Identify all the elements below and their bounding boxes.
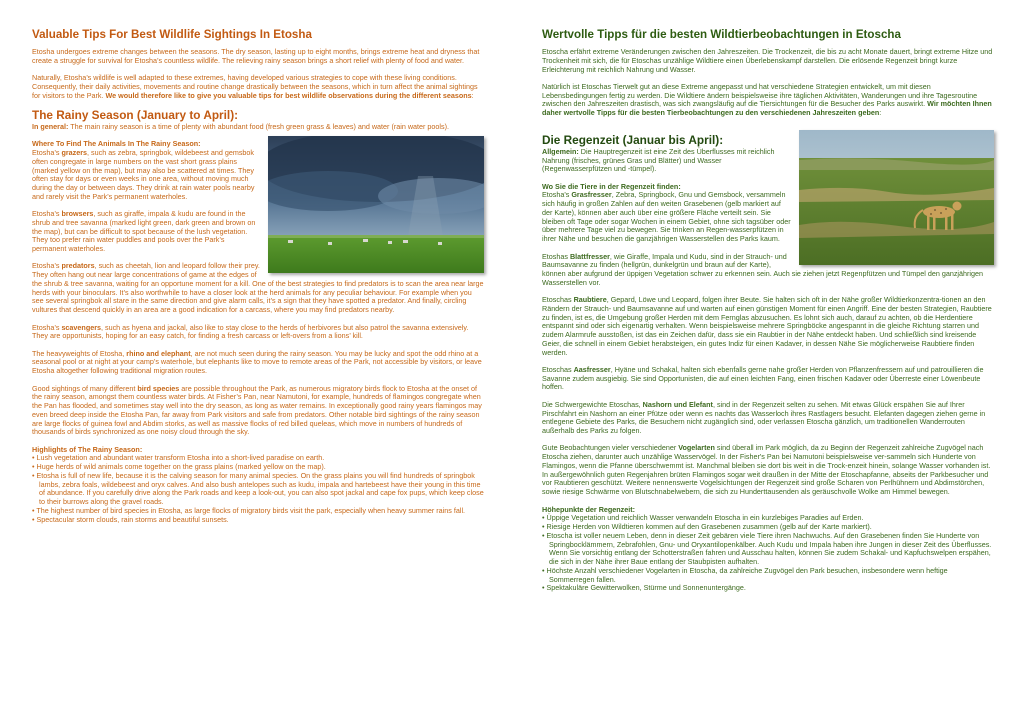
storm-photo-image: [268, 136, 484, 273]
list-item: • Lush vegetation and abundant water transform Etosha into a short-lived paradise on earth.: [32, 454, 484, 463]
heavyweights-paragraph-de: Die Schwergewichte Etoschas, Nashorn und Elefant, sind in der Regenzeit selten zu sehen. Mit etwas Glück erspähen Sie auf Ihrer Pirschfahrt ein Nashorn an einer Pfütze oder wenn es nachts das Wasserloch ihres Rastlagers besucht. Elefanten dagegen ziehen gerne in entlegene Gebiete des Parks, die Besuchern nicht zugänglich sind, oder verlassen Etoscha gänzlich, um traditionellen Wanderrouten außerhalb des Parks zu folgen.: [542, 399, 986, 436]
scavengers-paragraph: Etosha’s scavengers, such as hyena and jackal, also like to stay close to the herds of herbivores but also patrol the savanna extensively. They are opportunists, hoping for an easy catch, for finding a fresh carcass or left-overs from a lions’ kill.: [32, 322, 469, 341]
list-item: • Höchste Anzahl verschiedener Vogelarten in Etoscha, da zahlreiche Zugvögel den Park besuchen, insbesondere wenn heftige Sommerregen fallen.: [542, 567, 994, 585]
season-heading-de: Die Regenzeit (Januar bis April):: [542, 132, 724, 147]
list-item: • Üppige Vegetation und reichlich Wasser verwandeln Etoscha in ein kurzlebiges Paradies auf Erden.: [542, 514, 994, 523]
birds-paragraph: Good sightings of many different bird species are possible throughout the Park, as numerous migratory birds flock to Etosha at the onset of the rainy season, amongst them countless water birds. At Fisher’s Pan, near Namutoni, for example, hundreds of flamingos congregate when the Pan has flooded, and sometimes stay well into the dry season, as long as water remains. In exceptionally good rainy years flamingos may even breed deep inside the Etosha Pan, far away from Park visitors and safe from predators. Other notable bird sightings of the rainy season are large flocks of guinea fowl and Abdim storks, as well as massive flocks of red billed queleas, which move in numbers of hundreds of thousands of birds synchronized as one noisy cloud through the sky.: [32, 383, 482, 437]
list-item: • The highest number of bird species in Etosha, as large flocks of migratory birds visit the park, especially when heavy summer rains fall.: [32, 507, 484, 516]
predators-paragraph-de: Etoschas Raubtiere, Gepard, Löwe und Leopard, folgen ihrer Beute. Sie halten sich oft in der Nähe großer Wildtierkonzentra-tionen an den Rändern der Strauch- und Baumsavanne auf und warten auf einen günstigen Moment für einen Angriff. Eine der besten Strategien, Raubtiere zu finden, ist es, die Umgebung großer Herden mit dem Fernglas abzusuchen. Es lohnt sich auch, darauf zu achten, ob die Herdentiere entspannt sind oder sich eigenartig verhalten. Wenn beispielsweise mehrere Springböcke angespannt in die gleiche Richtung starren und zudem Alarmrufe ausstoßen, ist das ein Zeichen dafür, dass sie ein Raubtier in der Nähe entdeckt haben. Und schließlich sind kreisende Geier, die schnell in einem Gebiet herabsteigen, ein gutes Indiz für einen Kadaver, in dessen Nähe Sie möglicherweise Raubtiere finden werden.: [542, 295, 992, 357]
highlights-list: [32, 454, 484, 524]
where-paragraph-de: Wo Sie die Tiere in der Regenzeit finden: Etosha's Grasfresser, Zebra, Springbock, Gnu und Gemsbock, versammeln sich häufig in großen Zahlen auf den weiten Grasebenen (gelb markiert auf der Karte), können aber auch über eine größere Fläche verteilt sein. Sie bleiben oft Tage oder sogar Wochen in einem Gebiet, ohne sich tagsüber oder über mehrere Tage viel zu bewegen. Sie trinken an Regen-wasserpfützen in ihrer Nähe und besuchen die ganzjährigen Wasserstellen des Parks kaum.: [542, 181, 791, 244]
intro-paragraph: Etosha undergoes extreme changes between the seasons. The dry season, lasting up to eight months, brings extreme heat and dryness that create a struggle for survival for Etosha’s countless wildlife. The relieving rainy season brings a short relief with plenty of food and water.: [32, 47, 480, 65]
general-paragraph: In general: The main rainy season is a time of plenty with abundant food (fresh green grass & leaves) and water (rain water pools).: [32, 121, 449, 131]
where-paragraph: Where To Find The Animals In The Rainy Season: Etosha’s grazers, such as zebra, springbok, wildebeest and gemsbok often congregate in large numbers on the vast short grass plains (marked yellow on the map), but may also be scattered at times. They often stay for days or even weeks in one area, without moving much during the day or between days. They drink at rain water pools nearby and rarely visit the Park’s permanent waterholes.: [32, 139, 255, 201]
predators-paragraph: Etosha’s predators, such as cheetah, lion and leopard follow their prey. They often hang out near large concentrations of game at the edges of the shrub & tree savanna, waiting for an opportune moment for a kill. One of the best strategies to find predators is to scan the area near large herds with your binoculars. It’s also worthwhile to have a closer look at the herd animals for any peculiar behaviour. For example when you see several springbok all stare in the same direction and give alarm calls, it’s a sign that they have spotted a predator. And finally, circling vultures that descend quickly in an area are a good indication for a carcass, where you may find predators nearby.: [32, 261, 484, 315]
highlights-list-de: [542, 514, 994, 593]
scavengers-paragraph-de: Etoschas Aasfresser, Hyäne und Schakal, halten sich ebenfalls gerne nahe großer Herden von Pflanzenfressern auf und patrouillieren die Savanne zudem ausgiebig. Sie sind Opportunisten, die auf einen leichten Fang, einen frischen Kadaver oder Überreste einer Löwenbeute hoffen.: [542, 364, 984, 392]
cheetah-photo-image: [799, 130, 994, 265]
list-item: • Huge herds of wild animals come together on the grass plains (marked yellow on the map).: [32, 463, 484, 472]
intro-paragraph-de: Etoscha erfährt extreme Veränderungen zwischen den Jahreszeiten. Die Trockenzeit, die bis zu acht Monate dauert, bringt extreme Hitze und Trockenheit mit sich, die für Etoschas unzählige Wildtiere einen Überlebenskampf darstellen. Die erlösende Regenzeit bringt kurze Erleichterung mit reichlich Nahrung und Wasser.: [542, 47, 993, 74]
german-column: [542, 28, 994, 593]
storm-plains-photo: [268, 136, 484, 273]
page-title-de: Wertvolle Tipps für die besten Wildtierbeobachtungen in Etoscha: [542, 28, 901, 41]
list-item: • Spectacular storm clouds, rain storms and beautiful sunsets.: [32, 516, 484, 525]
season-heading: The Rainy Season (January to April):: [32, 107, 239, 122]
list-item: • Etosha is full of new life, because it is the calving season for many animal species. On the grass plains you will find hundreds of springbok lambs, zebra foals, wildebeest and oryx calves. And also bush antelopes such as kudu, impala and hartebeest have their young in this time of abundance. If you carefully drive along the Park roads and keep a look-out, you can also spot jackal and cape fox pups, which keep close to their burrows along the gravel roads.: [32, 472, 484, 507]
general-paragraph-de: Allgemein: Die Hauptregenzeit ist eine Zeit des Überflusses mit reichlich Nahrung (frisches, grünes Gras und Blätter) und Wasser (Regenwasserpfützen und -tümpel).: [542, 146, 775, 174]
list-item: • Etoscha ist voller neuem Leben, denn in dieser Zeit gebären viele Tiere ihren Nachwuchs. Auf den Grasebenen finden Sie Hunderte von Springbocklämmern, Zebrafohlen, Gnu- und Oryxantilopenkälber. Auch Kudu und Impala haben ihre Jungen in dieser Zeit des Überflusses. Wenn Sie vorsichtig entlang der Schotterstraßen fahren und Ausschau halten, können Sie zudem Schakal- und Kapfuchswelpen erspähen, die sich in der Nähe ihrer Baue entlang der Staubpisten aufhalten.: [542, 532, 994, 567]
intro-paragraph-2: Naturally, Etosha’s wildlife is well adapted to these extremes, having developed various strategies to cope with these living conditions. Consequently, their daily activities, movements and routine change drastically between the seasons, which in turn affect the animal sightings for visitors to the Park. We would therefore like to give you valuable tips for best wildlife observations during the different seasons:: [32, 73, 478, 100]
cheetah-photo: [799, 130, 994, 265]
list-item: • Riesige Herden von Wildtieren kommen auf den Grasebenen zusammen (gelb auf der Karte markiert).: [542, 523, 994, 532]
browsers-paragraph-de: Etoshas Blattfresser, wie Giraffe, Impala und Kudu, sind in der Strauch- und Baumsavanne zu finden (hellgrün, dunkelgrün und braun auf der Karte), können aber aufgrund der üppigen Vegetation schwer zu erkennen sein. Auch sie ziehen jetzt Regenpfützen und Tümpel den ganzjährigen Wasserstellen vor.: [542, 251, 984, 287]
intro-paragraph-2-de: Natürlich ist Etoschas Tierwelt gut an diese Extreme angepasst und hat verschiedene Strategien entwickelt, um mit diesen Lebensbedingungen fertig zu werden. Die Wildtiere ändern beispielsweise ihre täglichen Aktivitäten, Wanderungen und ihre Tagesroutine zwischen den Jahreszeiten drastisch, was sich zwangsläufig auf die Tiersichtungen für die Besucher des Parks auswirkt. Wir möchten Ihnen daher wertvolle Tipps für die besten Tierbeobachtungen zu den verschiedenen Jahreszeiten geben:: [542, 81, 992, 118]
heavyweights-paragraph: The heavyweights of Etosha, rhino and elephant, are not much seen during the rainy season. You may be lucky and spot the odd rhino at a seasonal pool or at night at your camp’s waterhole, but elephants like to move to remote areas of the Park, not accessible by visitors, or leave Etosha altogether following traditional migration routes.: [32, 348, 482, 376]
page-title: Valuable Tips For Best Wildlife Sightings In Etosha: [32, 28, 312, 41]
highlights-heading: Highlights of The Rainy Season:: [32, 444, 143, 454]
list-item: • Spektakuläre Gewitterwolken, Stürme und Sonnenuntergänge.: [542, 584, 994, 593]
highlights-heading-de: Höhepunkte der Regenzeit:: [542, 504, 636, 514]
birds-paragraph-de: Gute Beobachtungen vieler verschiedener Vogelarten sind überall im Park möglich, da zu Beginn der Regenzeit zahlreiche Zugvögel nach Etoscha ziehen, darunter auch unzählige Wasservögel. In der Fisher's Pan bei Namutoni beispielsweise ver-sammeln sich Hunderte von Flamingos, wenn die Pfanne überschwemmt ist. Manchmal bleiben sie dort bis weit in die Trock-enzeit hinein, solange Wasser vorhanden ist. In außergewöhnlich guten Regenjahren brüten Flamingos sogar weit draußen in der Mitte der Etoschapfanne, abseits der Parkbesucher und vor Raubtieren geschützt. Weitere nennenswerte Vogelsichtungen der Regenzeit sind große Scharen von Perlhühnern und Abdimstörchen, sowie riesige Schwärme von Blutschnabelwebern, die sich zu Hunderttausenden als geräuschvolle Wolke am Himmel bewegen.: [542, 443, 991, 497]
browsers-paragraph: Etosha’s browsers, such as giraffe, impala & kudu are found in the shrub and tree savanna (marked light green, dark green and brown on the map), but can be difficult to spot because of the lush vegetation. They too prefer rain water puddles and pools over the Park’s permanent waterholes.: [32, 209, 256, 254]
english-column: [32, 28, 484, 524]
